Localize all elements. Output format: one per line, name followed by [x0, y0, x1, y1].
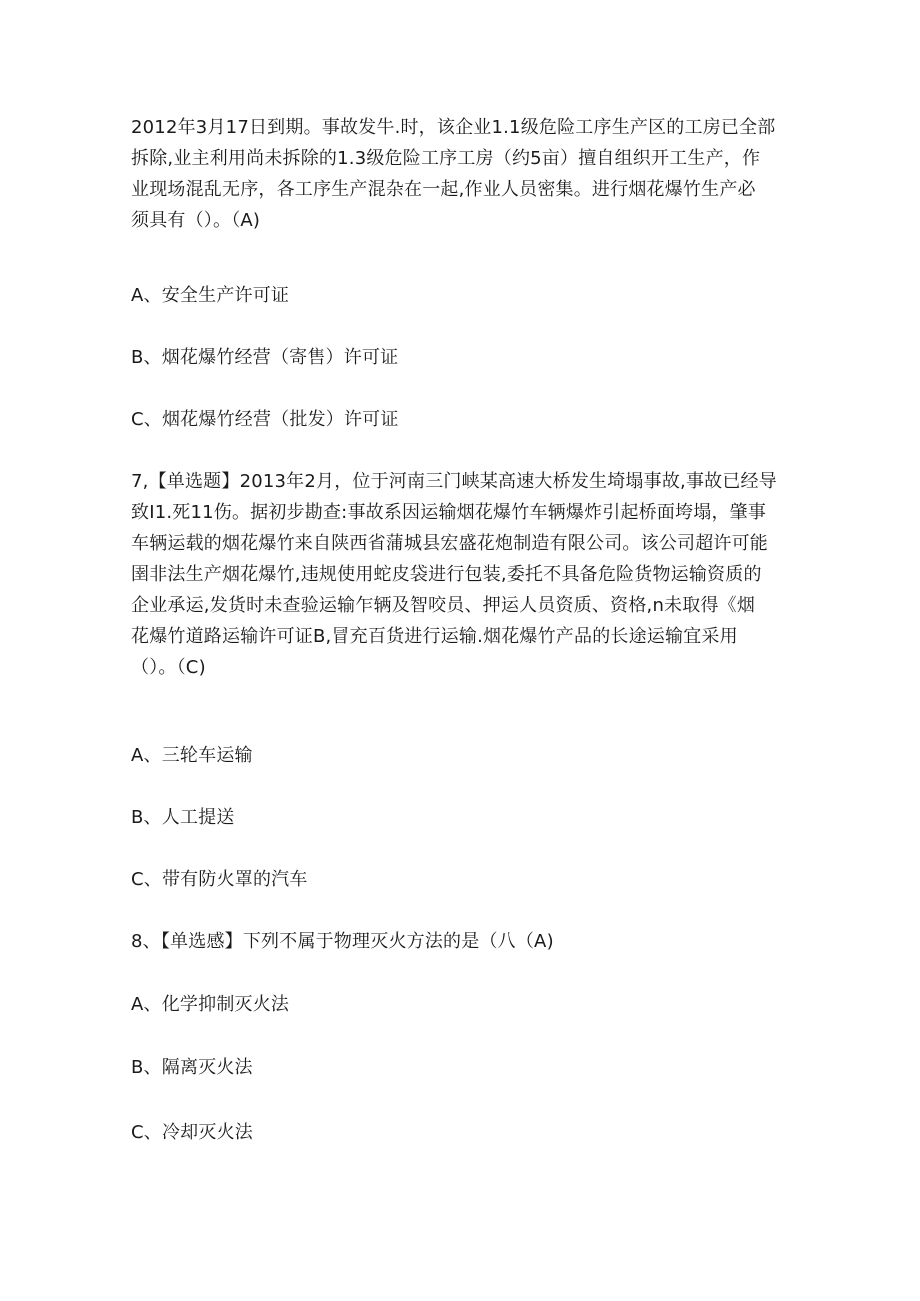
option-b: B、隔离灭火法	[131, 1057, 253, 1078]
option-a: A、三轮车运输	[131, 745, 253, 766]
question-stem-line: 业现场混乱无序，各工序生产混杂在一起,作业人员密集。进行烟花爆竹生产必	[131, 179, 756, 200]
option-c: C、带有防火罩的汽车	[131, 869, 308, 890]
question-stem-line: 车辆运载的烟花爆竹来自陕西省蒲城县宏盛花炮制造有限公司。该公司超许可能	[131, 533, 768, 554]
question-stem-line: （）。（C)	[131, 657, 206, 678]
option-a: A、安全生产许可证	[131, 285, 290, 306]
question-stem-line: 致I1.死11伤。据初步勘查:事故系因运输烟花爆竹车辆爆炸引起桥面垮塌，肇事	[131, 502, 767, 523]
option-c: C、冷却灭火法	[131, 1122, 253, 1143]
question-stem-line: 花爆竹道路运输许可证B,冒充百货进行运输.烟花爆竹产品的长途运输宜采用	[131, 626, 738, 647]
question-stem-line: 7,【单选题】2013年2月，位于河南三门峡某高速大桥发生埼塌事故,事故已经导	[131, 471, 777, 492]
question-stem-line: 圉非法生产烟花爆竹,违规使用蛇皮袋进行包装,委托不具备危险货物运输资质的	[131, 564, 762, 585]
option-b: B、烟花爆竹经营（寄售）许可证	[131, 347, 399, 368]
option-b: B、人工提送	[131, 807, 235, 828]
question-stem-line: 须具有（）。（A)	[131, 210, 261, 231]
question-stem-line: 企业承运,发货时未查验运输乍辆及智咬员、押运人员资质、资格,n未取得《烟	[131, 595, 756, 616]
option-c: C、烟花爆竹经营（批发）许可证	[131, 409, 399, 430]
question-stem-line: 2012年3月17日到期。事故发牛.时，该企业1.1级危险工序生产区的工房已全部	[131, 117, 776, 138]
option-a: A、化学抑制灭火法	[131, 994, 290, 1015]
question-stem-line: 拆除,业主利用尚未拆除的1.3级危险工序工房（约5亩）擅自组织开工生产，作	[131, 148, 761, 169]
question-stem-line: 8、【单选感】下列不属于物理灭火方法的是（八（A)	[131, 931, 554, 952]
